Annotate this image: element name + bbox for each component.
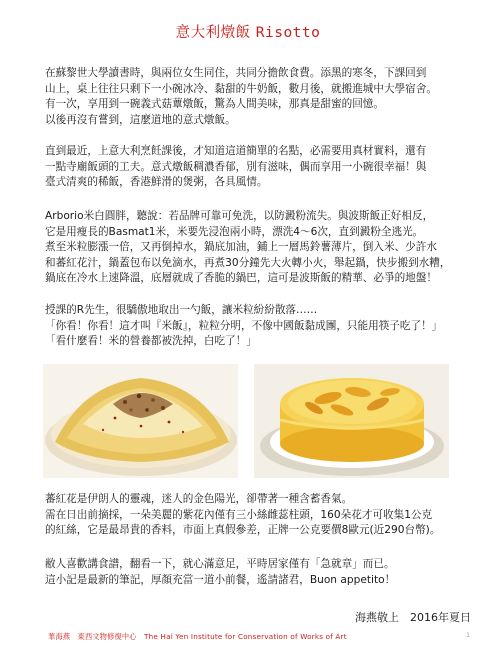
paragraph-closing	[45, 557, 460, 588]
title-chinese: 意大利燉飯	[175, 25, 251, 41]
paragraph-zurich	[45, 66, 460, 128]
footer-institute: 華海燕 東西文物修復中心 The Hai Yen Institute for Conservation of Works of Art	[48, 632, 347, 641]
text-line: 一點寺廟飯頭的工夫。意式燉飯稠濃香郁，別有滋味，偶而享用一小碗很幸福！與	[45, 160, 427, 173]
text-line: 「看什麼看！米的營養都被洗掉，白吃了！」	[45, 335, 257, 348]
document-title	[0, 21, 496, 42]
text-line: 鍋底在冷水上速降溫，底層就成了香脆的鍋巴，這可是波斯飯的精華、必爭的地盤！	[45, 272, 437, 285]
saffron-rice-photo	[43, 364, 238, 478]
paragraph-teacher-quote	[45, 303, 460, 350]
paragraph-rice-varieties	[45, 209, 460, 287]
page-number: 1	[466, 632, 470, 639]
text-line: 臺式清爽的稀飯，香港鮮滑的煲粥，各具風情。	[45, 176, 268, 189]
paragraph-cooking-class	[45, 144, 460, 191]
text-line: 它是用瘦長的Basmat1米，米要先浸泡兩小時，漂洗4～6次，直到澱粉全逃光。	[45, 225, 424, 238]
text-line: 山上，桌上往往只剩下一小碗冰冷、黏甜的牛奶飯，數月後，就搬進城中大學宿舍。	[45, 82, 437, 95]
text-line: 這小記是最新的筆記，厚顏充當一道小前餐，遙請諸君，Buon appetito！	[45, 573, 396, 586]
text-line: 的紅絲，它是最昂貴的香料，市面上真假參差，正牌一公克要價8歐元(近290台幣)。	[45, 524, 441, 537]
text-line: Arborio米白圓胖，聽說：若品牌可靠可免洗，以防澱粉流失。與波斯飯正好相反，	[45, 210, 434, 222]
paragraph-saffron	[45, 492, 460, 539]
signature: 海燕敬上 2016年夏日	[355, 611, 471, 624]
text-line: 有一次，享用到一碗義式菇蕈燉飯，驚為人間美味，那真是甜蜜的回憶。	[45, 98, 384, 111]
text-line: 需在日出前摘採，一朵美麗的紫花內僅有三小絲雌蕊柱頭，160朵花才可收集1公克	[45, 508, 433, 521]
text-line: 直到最近，上意大利烹飪課後，才知道這道簡單的名點，必需要用真材實料，還有	[45, 145, 427, 157]
text-line: 以後再沒有嘗到，這麼道地的意式燉飯。	[45, 113, 236, 126]
text-line: 授課的R先生，很驕傲地取出一勺飯，讓米粒紛紛散落……	[45, 304, 318, 316]
title-latin: Risotto	[255, 25, 321, 41]
rice-cake-tahdig-photo	[254, 364, 449, 478]
text-line: 和蕃紅花汁，鍋蓋包布以免滴水，再煮30分鐘先大火轉小火，舉起鍋，快步搬到水糟，	[45, 256, 451, 269]
text-line: 敝人喜歡講食譜，翻看一下，就心滿意足，平時居家僅有「急就章」而已。	[45, 558, 395, 570]
text-line: 煮至米粒膨漲一倍，又再倒掉水，鍋底加油，鋪上一層馬鈴薯薄片，倒入米、少許水	[45, 241, 437, 254]
text-line: 「你看！你看！這才叫『米飯』，粒粒分明，不像中國飯黏成團，只能用筷子吃了！」	[45, 319, 443, 332]
text-line: 在蘇黎世大學讀書時，與兩位女生同住，共同分擔飲食費。添黑的寒冬，下課回到	[45, 67, 427, 79]
text-line: 蕃紅花是伊朗人的靈魂，迷人的金色陽光，卻帶著一種含蓄香氣。	[45, 493, 353, 505]
